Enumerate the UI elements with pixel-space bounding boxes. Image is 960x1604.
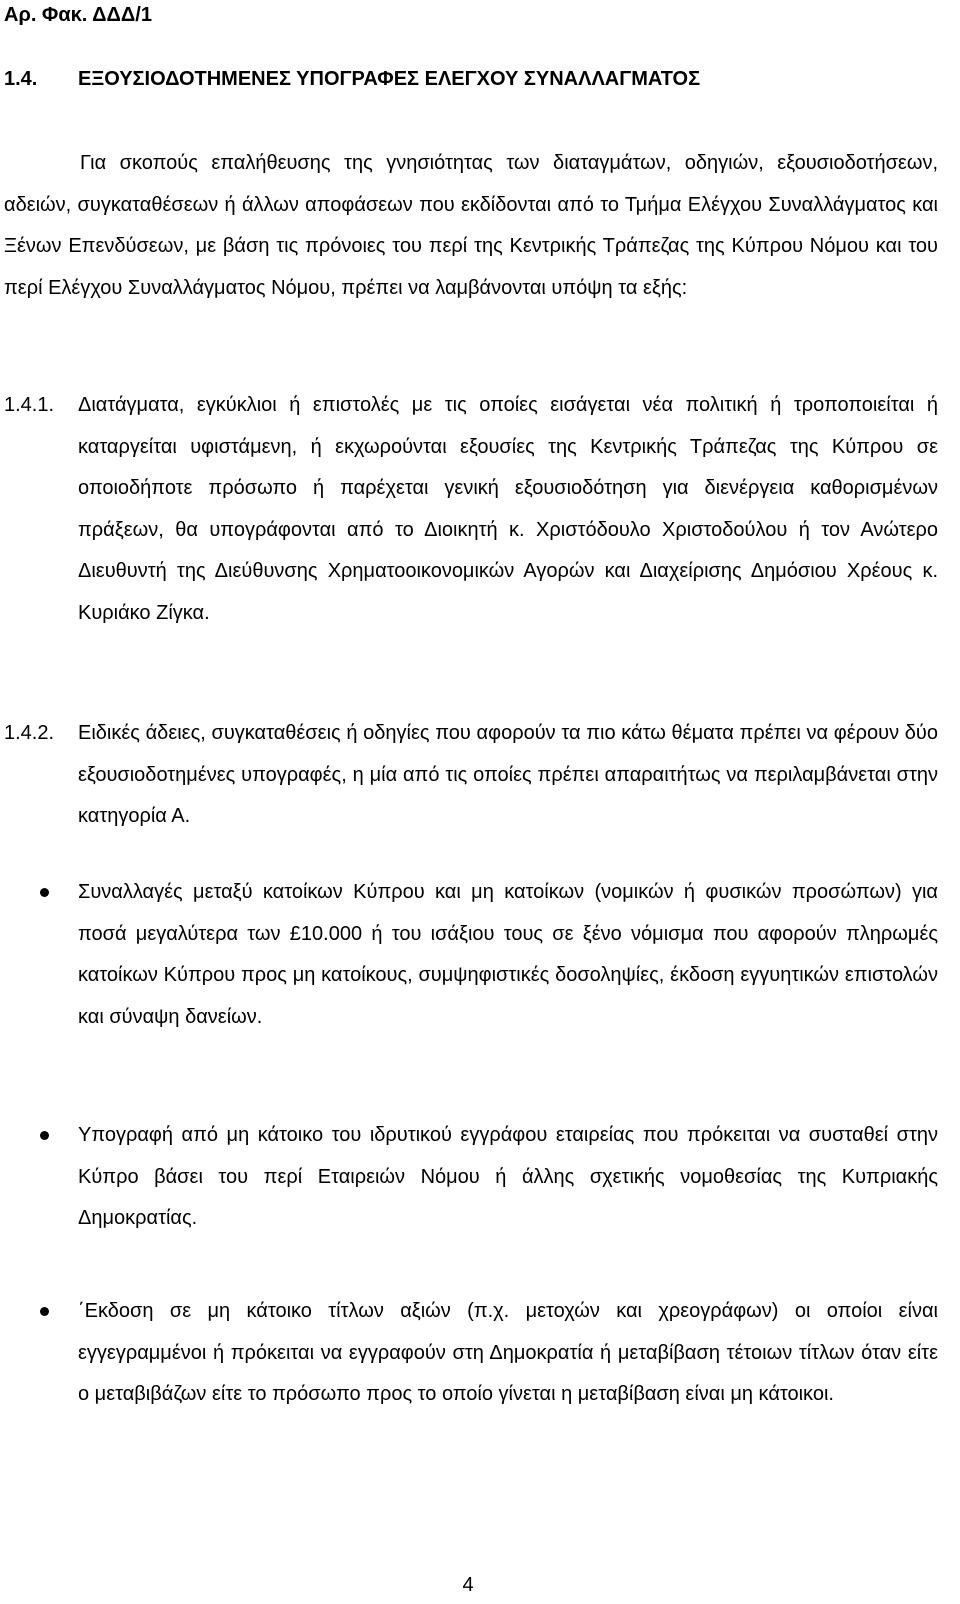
bullet-text: Υπογραφή από μη κάτοικο του ιδρυτικού εγγράφου εταιρείας που πρόκειται να συσταθεί στην Κύπρο βάσει του περί Εταιρειών Νόμου ή άλλης σχετικής νομοθεσίας της Κυπριακής Δημοκρατίας.	[78, 1124, 938, 1229]
subsection-number: 1.4.1.	[4, 394, 55, 416]
bullet-text: ΄Εκδοση σε μη κάτοικο τίτλων αξιών (π.χ. μετοχών και χρεογράφων) οι οποίοι είναι εγγεγραμμένοι ή πρόκειται να εγγραφούν στη Δημοκρατία ή μεταβίβαση τέτοιων τίτλων όταν είτε ο μεταβιβάζων είτε το πρόσωπο προς το οποίο γίνεται η μεταβίβαση είναι μη κάτοικοι.	[78, 1300, 938, 1405]
section-number: 1.4.	[4, 68, 38, 90]
bullet-item	[78, 1115, 938, 1240]
page-number: 4	[462, 1574, 474, 1596]
intro-paragraph: Για σκοπούς επαλήθευσης της γνησιότητας των διαταγμάτων, οδηγιών, εξουσιοδοτήσεων, αδειών, συγκαταθέσεων ή άλλων αποφάσεων που εκδίδονται από το Τμήμα Ελέγχου Συναλλάγματος και Ξένων Επενδύσεων, με βάση τις πρόνοιες του περί της Κεντρικής Τράπεζας της Κύπρου Νόμου και του περί Ελέγχου Συναλλάγματος Νόμου, πρέπει να λαμβάνονται υπόψη τα εξής:	[4, 152, 938, 299]
subsection-text: Ειδικές άδειες, συγκαταθέσεις ή οδηγίες που αφορούν τα πιο κάτω θέματα πρέπει να φέρουν δύο εξουσιοδοτημένες υπογραφές, η μία από τις οποίες πρέπει απαραιτήτως να περιλαμβάνεται στην κατηγορία Α.	[78, 722, 938, 827]
bullet-item	[78, 1291, 938, 1416]
bullet-icon	[40, 888, 49, 897]
section-heading	[4, 66, 944, 92]
bullet-item	[78, 872, 938, 1038]
file-reference: Αρ. Φακ. ΔΔΔ/1	[4, 4, 152, 26]
subsection-1-4-1	[4, 385, 938, 634]
subsection-text: Διατάγματα, εγκύκλιοι ή επιστολές με τις οποίες εισάγεται νέα πολιτική ή τροποποιείται ή καταργείται υφιστάμενη, ή εκχωρούνται εξουσίες της Κεντρικής Τράπεζας της Κύπρου σε οποιοδήποτε πρόσωπο ή παρέχεται γενική εξουσιοδότηση για διενέργεια καθορισμένων πράξεων, θα υπογράφονται από το Διοικητή κ. Χριστόδουλο Χριστοδούλου ή τον Ανώτερο Διευθυντή της Διεύθυνσης Χρηματοοικονομικών Αγορών και Διαχείρισης Δημόσιου Χρέους κ. Κυριάκο Ζίγκα.	[78, 394, 938, 624]
bullet-text: Συναλλαγές μεταξύ κατοίκων Κύπρου και μη κατοίκων (νομικών ή φυσικών προσώπων) για ποσά μεγαλύτερα των £10.000 ή του ισάξιου τους σε ξένο νόμισμα που αφορούν πληρωμές κατοίκων Κύπρου προς μη κατοίκους, συμψηφιστικές δοσοληψίες, έκδοση εγγυητικών επιστολών και σύναψη δανείων.	[78, 881, 938, 1028]
section-title: ΕΞΟΥΣΙΟΔΟΤΗΜΕΝΕΣ ΥΠΟΓΡΑΦΕΣ ΕΛΕΓΧΟΥ ΣΥΝΑΛΛΑΓΜΑΤΟΣ	[78, 68, 701, 90]
subsection-1-4-2	[4, 713, 938, 838]
subsection-number: 1.4.2.	[4, 722, 55, 744]
bullet-icon	[40, 1307, 49, 1316]
bullet-icon	[40, 1131, 49, 1140]
